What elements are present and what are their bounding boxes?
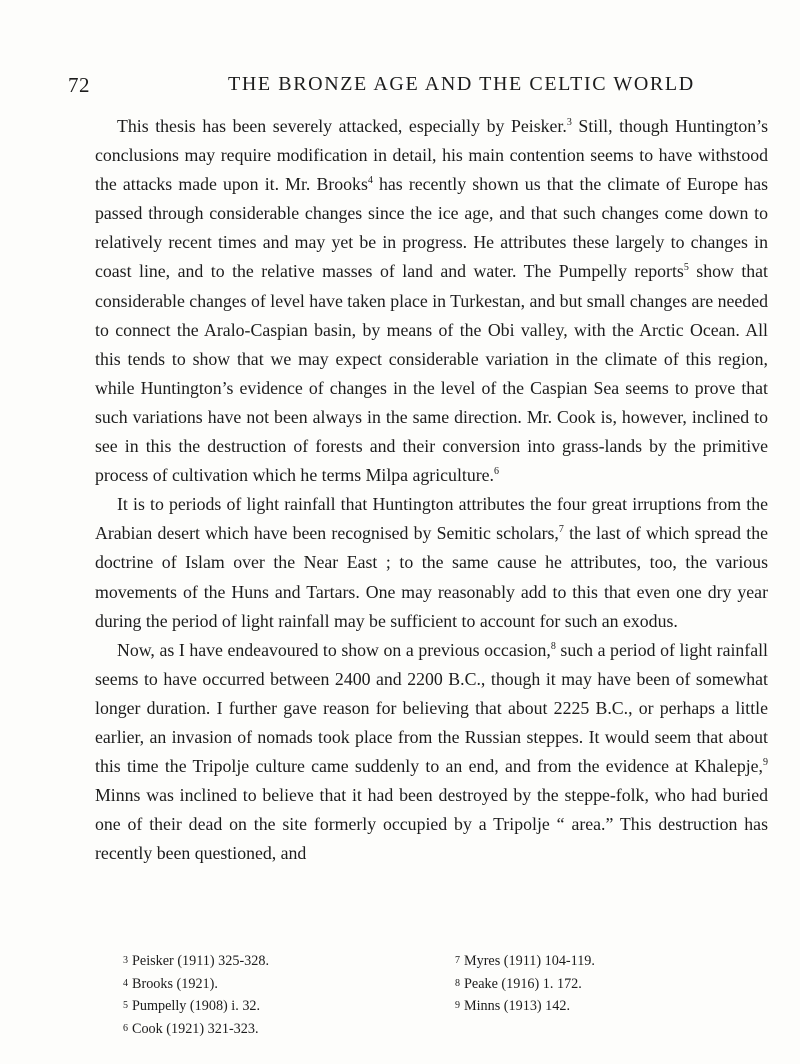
footnote-number: 5 [123,1000,128,1011]
footnote-4 [123,973,383,996]
footnote-number: 7 [455,955,460,966]
page-header [68,73,768,103]
footnote-text: Minns (1913) 142. [464,998,571,1014]
footnote-text: Pumpelly (1908) i. 32. [132,998,261,1014]
footnote-number: 8 [455,977,460,989]
paragraph-1 [95,112,768,490]
footnote-3 [123,950,383,973]
text-run: Minns was inclined to believe that it had been destroyed by the steppe-folk, who had buried one of their dead on the site formerly occupied by a Tripolje “ area.” This destruction has recently been questioned, and [95,785,768,864]
footnote-ref-7: 7 [558,524,564,536]
text-run: Still, though Huntington’s conclusions may require modification in detail, his main contention seems to have withstood the attacks made upon it. Mr. Brooks [95,116,768,195]
text-run: It is to periods of light rainfall that Huntington attributes the four great irruptions from the Arabian desert which have been recognised by Semitic scholars, [95,494,768,544]
paragraph-3 [95,636,768,869]
running-head: THE BRONZE AGE AND THE CELTIC WORLD [228,73,695,95]
footnote-number: 3 [123,955,128,966]
footnote-number: 4 [123,977,128,989]
footnote-9 [455,995,755,1018]
text-run: has recently shown us that the climate of Europe has passed through considerable changes since the ice age, and that such changes come down to relatively recent times and may yet be in progress. He attributes these largely to changes in coast line, and to the relative masses of land and water. The Pumpelly reports [95,174,769,282]
footnote-text: Peake (1916) 1. 172. [464,975,582,992]
footnote-text: Peisker (1911) 325-328. [132,953,269,969]
text-run: show that considerable changes of level have taken place in Turkestan, and but small changes are needed to connect the Aralo-Caspian basin, by means of the Obi valley, with the Arctic Ocean. All this tends to show that we may expect considerable variation in the climate of this region, while Huntington’s evidence of changes in the level of the Caspian Sea seems to prove that such variations have not been always in the same direction. Mr. Cook is, however, inclined to see in this the destruction of forests and their conversion into grass-lands by the primitive process of cultivation which he terms Milpa agriculture. [95,261,768,486]
footnote-ref-6: 6 [493,466,499,478]
footnote-text: Myres (1911) 104-119. [464,953,595,969]
footnote-ref-3: 3 [566,117,572,128]
footnote-ref-4: 4 [367,175,373,187]
footnote-text: Cook (1921) 321-323. [132,1020,259,1037]
footnotes-left-column [123,950,383,1040]
page-number: 72 [68,73,90,97]
paragraph-2 [95,490,768,635]
text-run: Now, as I have endeavoured to show on a previous occasion, [117,639,551,660]
footnote-text: Brooks (1921). [132,975,218,992]
footnote-7 [455,950,755,973]
footnote-8 [455,973,755,996]
footnotes-right-column [455,950,755,1018]
footnote-ref-5: 5 [683,262,689,274]
footnote-5 [123,995,383,1018]
text-run: This thesis has been severely attacked, especially by Peisker. [117,116,567,136]
footnote-number: 9 [455,1000,460,1011]
footnote-ref-8: 8 [550,640,556,652]
footnote-6 [123,1018,383,1041]
body-text [95,112,768,868]
footnote-ref-9: 9 [763,757,768,769]
text-run: the last of which spread the doctrine of Islam over the Near East ; to the same cause he attributes, too, the various movements of the Huns and Tartars. One may reasonably add to this that even one dry year during the period of light rainfall may be sufficient to account for such an exodus. [95,523,769,631]
footnote-number: 6 [123,1022,128,1034]
text-run: such a period of light rainfall seems to have occurred between 2400 and 2200 B.C., though it may have been of somewhat longer duration. I further gave reason for believing that about 2225 B.C., or perhaps a little earlier, an invasion of nomads took place from the Russian steppes. It would seem that about this time the Tripolje culture came suddenly to an end, and from the evidence at Khalepje, [95,639,768,777]
